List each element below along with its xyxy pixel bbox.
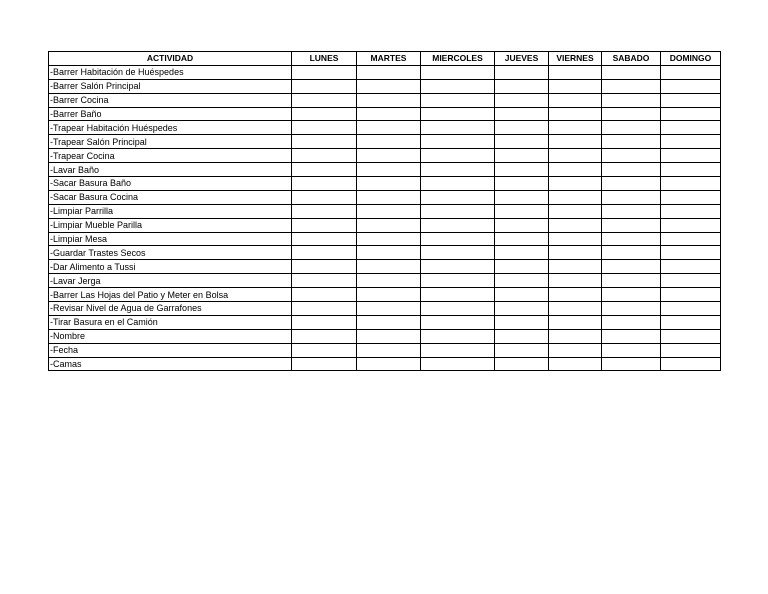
cell-jueves[interactable] — [495, 163, 549, 177]
table-row — [49, 65, 721, 79]
cell-jueves[interactable] — [495, 329, 549, 343]
cell-miercoles[interactable] — [421, 149, 495, 163]
cell-sabado[interactable] — [602, 65, 661, 79]
table-row — [49, 149, 721, 163]
header-lunes: LUNES — [292, 52, 357, 66]
activity-cell: -Sacar Basura Baño — [49, 177, 292, 191]
cell-sabado[interactable] — [602, 329, 661, 343]
cell-viernes[interactable] — [549, 232, 602, 246]
cell-martes[interactable] — [357, 329, 421, 343]
cell-jueves[interactable] — [495, 177, 549, 191]
cell-lunes[interactable] — [292, 107, 357, 121]
cell-jueves[interactable] — [495, 135, 549, 149]
cell-sabado[interactable] — [602, 135, 661, 149]
cell-viernes[interactable] — [549, 135, 602, 149]
activity-cell: -Barrer Las Hojas del Patio y Meter en Bolsa — [49, 288, 292, 302]
table-row — [49, 79, 721, 93]
cell-sabado[interactable] — [602, 288, 661, 302]
cell-viernes[interactable] — [549, 121, 602, 135]
table-row — [49, 315, 721, 329]
cell-domingo[interactable] — [661, 121, 721, 135]
table-row — [49, 190, 721, 204]
cell-domingo[interactable] — [661, 343, 721, 357]
cell-sabado[interactable] — [602, 274, 661, 288]
cell-domingo[interactable] — [661, 190, 721, 204]
activity-cell: -Trapear Cocina — [49, 149, 292, 163]
cell-jueves[interactable] — [495, 288, 549, 302]
cell-sabado[interactable] — [602, 260, 661, 274]
table-row — [49, 232, 721, 246]
activity-cell: -Camas — [49, 357, 292, 371]
cell-miercoles[interactable] — [421, 79, 495, 93]
cell-martes[interactable] — [357, 218, 421, 232]
cell-miercoles[interactable] — [421, 329, 495, 343]
cell-miercoles[interactable] — [421, 274, 495, 288]
cell-viernes[interactable] — [549, 204, 602, 218]
cell-martes[interactable] — [357, 357, 421, 371]
cell-lunes[interactable] — [292, 135, 357, 149]
activity-cell: -Barrer Salón Principal — [49, 79, 292, 93]
cell-lunes[interactable] — [292, 121, 357, 135]
cell-domingo[interactable] — [661, 149, 721, 163]
cell-sabado[interactable] — [602, 302, 661, 316]
cell-miercoles[interactable] — [421, 246, 495, 260]
activity-cell: -Tirar Basura en el Camión — [49, 315, 292, 329]
cell-martes[interactable] — [357, 315, 421, 329]
table-row — [49, 343, 721, 357]
cell-lunes[interactable] — [292, 177, 357, 191]
table-row — [49, 163, 721, 177]
activity-cell: -Barrer Baño — [49, 107, 292, 121]
cell-miercoles[interactable] — [421, 204, 495, 218]
cell-domingo[interactable] — [661, 65, 721, 79]
table-row — [49, 302, 721, 316]
cell-sabado[interactable] — [602, 93, 661, 107]
cell-jueves[interactable] — [495, 302, 549, 316]
cell-jueves[interactable] — [495, 190, 549, 204]
cell-viernes[interactable] — [549, 315, 602, 329]
cell-lunes[interactable] — [292, 315, 357, 329]
cell-sabado[interactable] — [602, 121, 661, 135]
activity-cell: -Limpiar Mueble Parilla — [49, 218, 292, 232]
cell-sabado[interactable] — [602, 204, 661, 218]
cell-miercoles[interactable] — [421, 218, 495, 232]
cell-miercoles[interactable] — [421, 357, 495, 371]
cell-viernes[interactable] — [549, 274, 602, 288]
cell-domingo[interactable] — [661, 232, 721, 246]
cell-martes[interactable] — [357, 79, 421, 93]
cell-miercoles[interactable] — [421, 107, 495, 121]
cell-jueves[interactable] — [495, 79, 549, 93]
cell-sabado[interactable] — [602, 232, 661, 246]
cell-lunes[interactable] — [292, 288, 357, 302]
cell-martes[interactable] — [357, 343, 421, 357]
activity-cell: -Lavar Jerga — [49, 274, 292, 288]
cell-viernes[interactable] — [549, 65, 602, 79]
table-row — [49, 135, 721, 149]
cell-sabado[interactable] — [602, 218, 661, 232]
cell-domingo[interactable] — [661, 315, 721, 329]
cell-jueves[interactable] — [495, 274, 549, 288]
cell-domingo[interactable] — [661, 135, 721, 149]
cell-sabado[interactable] — [602, 315, 661, 329]
cell-viernes[interactable] — [549, 107, 602, 121]
cell-martes[interactable] — [357, 121, 421, 135]
activity-cell: -Limpiar Parrilla — [49, 204, 292, 218]
header-domingo: DOMINGO — [661, 52, 721, 66]
header-row — [49, 52, 721, 66]
activity-cell: -Guardar Trastes Secos — [49, 246, 292, 260]
cell-lunes[interactable] — [292, 65, 357, 79]
table-row — [49, 288, 721, 302]
cell-martes[interactable] — [357, 246, 421, 260]
cell-lunes[interactable] — [292, 246, 357, 260]
cell-martes[interactable] — [357, 302, 421, 316]
table-row — [49, 274, 721, 288]
cell-domingo[interactable] — [661, 288, 721, 302]
table-body — [49, 65, 721, 371]
cell-viernes[interactable] — [549, 343, 602, 357]
table-row — [49, 329, 721, 343]
table-row — [49, 107, 721, 121]
header-viernes: VIERNES — [549, 52, 602, 66]
cell-martes[interactable] — [357, 163, 421, 177]
cell-domingo[interactable] — [661, 204, 721, 218]
cell-sabado[interactable] — [602, 190, 661, 204]
cell-domingo[interactable] — [661, 302, 721, 316]
cell-lunes[interactable] — [292, 204, 357, 218]
cell-miercoles[interactable] — [421, 260, 495, 274]
cell-sabado[interactable] — [602, 357, 661, 371]
cell-miercoles[interactable] — [421, 190, 495, 204]
activity-cell: -Trapear Salón Principal — [49, 135, 292, 149]
cell-lunes[interactable] — [292, 329, 357, 343]
activity-cell: -Lavar Baño — [49, 163, 292, 177]
cell-lunes[interactable] — [292, 274, 357, 288]
cell-jueves[interactable] — [495, 246, 549, 260]
cell-martes[interactable] — [357, 274, 421, 288]
cell-domingo[interactable] — [661, 246, 721, 260]
cell-viernes[interactable] — [549, 288, 602, 302]
cell-viernes[interactable] — [549, 218, 602, 232]
cell-jueves[interactable] — [495, 260, 549, 274]
cell-jueves[interactable] — [495, 218, 549, 232]
cell-miercoles[interactable] — [421, 177, 495, 191]
header-martes: MARTES — [357, 52, 421, 66]
activity-cell: -Dar Alimento a Tussi — [49, 260, 292, 274]
cell-lunes[interactable] — [292, 260, 357, 274]
cell-domingo[interactable] — [661, 107, 721, 121]
cell-sabado[interactable] — [602, 149, 661, 163]
activity-cell: -Sacar Basura Cocina — [49, 190, 292, 204]
cell-domingo[interactable] — [661, 93, 721, 107]
cell-domingo[interactable] — [661, 329, 721, 343]
cell-miercoles[interactable] — [421, 302, 495, 316]
cell-martes[interactable] — [357, 190, 421, 204]
cell-viernes[interactable] — [549, 79, 602, 93]
cell-viernes[interactable] — [549, 357, 602, 371]
cell-jueves[interactable] — [495, 204, 549, 218]
cell-jueves[interactable] — [495, 107, 549, 121]
cell-miercoles[interactable] — [421, 121, 495, 135]
cell-sabado[interactable] — [602, 177, 661, 191]
cell-lunes[interactable] — [292, 232, 357, 246]
cell-viernes[interactable] — [549, 329, 602, 343]
cell-lunes[interactable] — [292, 93, 357, 107]
cell-martes[interactable] — [357, 135, 421, 149]
cell-lunes[interactable] — [292, 163, 357, 177]
table-row — [49, 357, 721, 371]
header-jueves: JUEVES — [495, 52, 549, 66]
cell-lunes[interactable] — [292, 302, 357, 316]
activity-cell: -Nombre — [49, 329, 292, 343]
table-row — [49, 204, 721, 218]
cell-miercoles[interactable] — [421, 163, 495, 177]
cell-martes[interactable] — [357, 93, 421, 107]
cell-viernes[interactable] — [549, 93, 602, 107]
cell-jueves[interactable] — [495, 121, 549, 135]
chores-schedule-table — [48, 51, 721, 371]
cell-lunes[interactable] — [292, 190, 357, 204]
table-row — [49, 93, 721, 107]
cell-miercoles[interactable] — [421, 315, 495, 329]
cell-domingo[interactable] — [661, 177, 721, 191]
cell-jueves[interactable] — [495, 93, 549, 107]
table-row — [49, 260, 721, 274]
cell-lunes[interactable] — [292, 357, 357, 371]
cell-miercoles[interactable] — [421, 232, 495, 246]
cell-lunes[interactable] — [292, 218, 357, 232]
cell-viernes[interactable] — [549, 163, 602, 177]
header-sabado: SABADO — [602, 52, 661, 66]
cell-sabado[interactable] — [602, 246, 661, 260]
cell-sabado[interactable] — [602, 343, 661, 357]
cell-miercoles[interactable] — [421, 135, 495, 149]
cell-martes[interactable] — [357, 107, 421, 121]
activity-cell: -Limpiar Mesa — [49, 232, 292, 246]
cell-martes[interactable] — [357, 149, 421, 163]
activity-cell: -Barrer Cocina — [49, 93, 292, 107]
cell-lunes[interactable] — [292, 79, 357, 93]
cell-domingo[interactable] — [661, 79, 721, 93]
cell-lunes[interactable] — [292, 343, 357, 357]
cell-jueves[interactable] — [495, 343, 549, 357]
cell-sabado[interactable] — [602, 107, 661, 121]
cell-miercoles[interactable] — [421, 343, 495, 357]
cell-viernes[interactable] — [549, 149, 602, 163]
activity-cell: -Revisar Nivel de Agua de Garrafones — [49, 302, 292, 316]
cell-domingo[interactable] — [661, 163, 721, 177]
cell-domingo[interactable] — [661, 274, 721, 288]
cell-domingo[interactable] — [661, 357, 721, 371]
table-row — [49, 177, 721, 191]
cell-miercoles[interactable] — [421, 93, 495, 107]
cell-miercoles[interactable] — [421, 288, 495, 302]
cell-martes[interactable] — [357, 288, 421, 302]
cell-domingo[interactable] — [661, 218, 721, 232]
table-row — [49, 246, 721, 260]
cell-martes[interactable] — [357, 177, 421, 191]
cell-martes[interactable] — [357, 232, 421, 246]
cell-jueves[interactable] — [495, 357, 549, 371]
cell-miercoles[interactable] — [421, 65, 495, 79]
cell-sabado[interactable] — [602, 163, 661, 177]
cell-lunes[interactable] — [292, 149, 357, 163]
cell-viernes[interactable] — [549, 246, 602, 260]
table-row — [49, 218, 721, 232]
activity-cell: -Fecha — [49, 343, 292, 357]
cell-viernes[interactable] — [549, 177, 602, 191]
cell-martes[interactable] — [357, 204, 421, 218]
activity-cell: -Barrer Habitación de Huéspedes — [49, 65, 292, 79]
table-row — [49, 121, 721, 135]
header-miercoles: MIERCOLES — [421, 52, 495, 66]
cell-domingo[interactable] — [661, 260, 721, 274]
activity-cell: -Trapear Habitación Huéspedes — [49, 121, 292, 135]
cell-martes[interactable] — [357, 260, 421, 274]
cell-jueves[interactable] — [495, 65, 549, 79]
cell-viernes[interactable] — [549, 260, 602, 274]
header-actividad: ACTIVIDAD — [49, 52, 292, 66]
cell-viernes[interactable] — [549, 302, 602, 316]
cell-jueves[interactable] — [495, 149, 549, 163]
cell-jueves[interactable] — [495, 232, 549, 246]
cell-martes[interactable] — [357, 65, 421, 79]
cell-sabado[interactable] — [602, 79, 661, 93]
cell-viernes[interactable] — [549, 190, 602, 204]
cell-jueves[interactable] — [495, 315, 549, 329]
